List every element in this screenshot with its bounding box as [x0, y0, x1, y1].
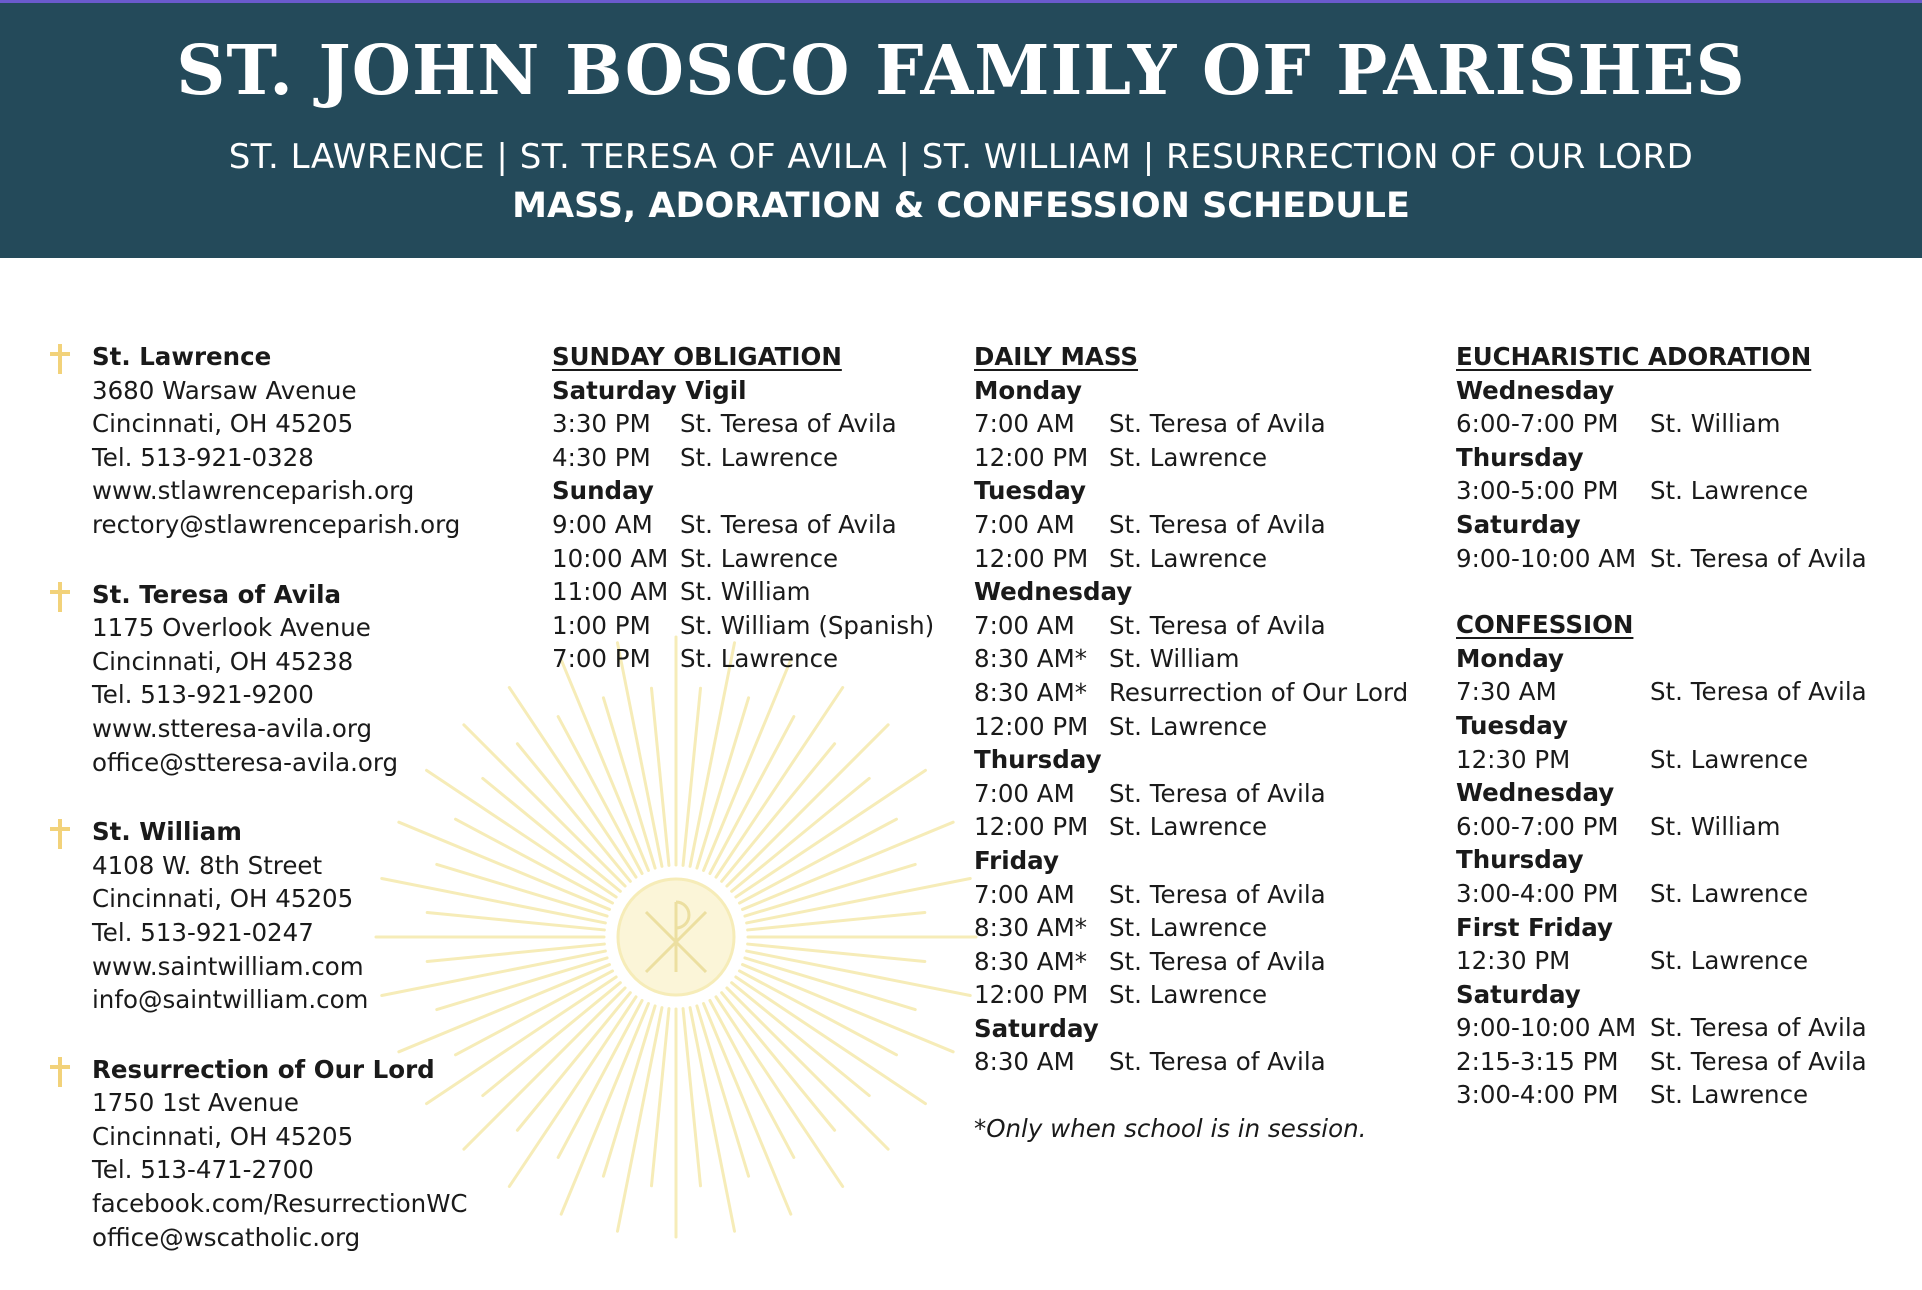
schedule-location: St. William (Spanish) — [680, 610, 935, 640]
day-label: Tuesday — [1456, 710, 1568, 740]
day-label: Thursday — [974, 745, 1102, 775]
schedule-row — [552, 542, 934, 576]
sunburst-ray — [617, 1008, 661, 1232]
schedule-time: 7:00 AM — [974, 610, 1075, 640]
parish-email[interactable]: office@stteresa-avila.org — [92, 747, 399, 777]
sunburst-ray — [509, 688, 636, 878]
parish-email[interactable]: rectory@stlawrenceparish.org — [92, 509, 461, 539]
sunburst-ray — [743, 822, 954, 909]
sunburst-ray — [736, 770, 926, 897]
schedule-location: St. William — [680, 577, 811, 607]
schedule-row — [552, 609, 934, 643]
parish-email[interactable]: info@saintwilliam.com — [92, 985, 369, 1015]
day-label: Saturday — [1456, 509, 1581, 539]
parish-address: 1175 Overlook Avenue — [92, 613, 371, 643]
schedule-row — [974, 777, 1408, 811]
sunburst-ray — [561, 1004, 648, 1215]
schedule-location: St. Lawrence — [1109, 442, 1268, 472]
schedule-location: Resurrection of Our Lord — [1109, 677, 1409, 707]
schedule-row — [552, 642, 934, 676]
schedule-time: 9:00 AM — [552, 509, 653, 539]
schedule-location: St. Lawrence — [1650, 744, 1809, 774]
schedule-row — [1456, 1011, 1867, 1045]
schedule-row — [1456, 1078, 1867, 1112]
cross-icon — [46, 342, 74, 376]
sunburst-ray — [748, 944, 925, 961]
day-label: Friday — [974, 845, 1059, 875]
sunburst-ray — [736, 977, 926, 1104]
schedule-location: St. William — [1109, 644, 1240, 674]
schedule-row — [974, 508, 1408, 542]
schedule-location: St. Teresa of Avila — [1650, 677, 1867, 707]
sunburst-ray — [727, 725, 888, 886]
sunburst-ray — [727, 988, 888, 1149]
sunburst-ray — [747, 951, 971, 995]
sunburst-ray — [509, 997, 636, 1187]
schedule-row — [974, 676, 1408, 710]
schedule-time: 7:00 AM — [974, 509, 1075, 539]
schedule-row — [974, 407, 1408, 441]
parish-address: 1750 1st Avenue — [92, 1088, 299, 1118]
sunburst-ray — [690, 1008, 734, 1232]
sunburst-ray — [651, 688, 668, 865]
daily-mass-section — [974, 340, 1408, 1146]
parish-city: Cincinnati, OH 45205 — [92, 884, 354, 914]
parish-website[interactable]: www.saintwilliam.com — [92, 951, 364, 981]
sunburst-ray — [617, 643, 661, 867]
schedule-location: St. Lawrence — [1650, 946, 1809, 976]
schedule-time: 12:00 PM — [974, 711, 1089, 741]
confession-title: CONFESSION — [1456, 610, 1634, 640]
schedule-location: St. Lawrence — [680, 543, 839, 573]
day-label: Monday — [974, 375, 1082, 405]
cross-icon — [46, 1055, 74, 1089]
day-label: Wednesday — [974, 577, 1133, 607]
sunburst-ray — [690, 643, 734, 867]
parish-name: St. Lawrence — [92, 342, 272, 371]
schedule-time: 12:00 PM — [974, 980, 1089, 1010]
schedule-time: 3:00-5:00 PM — [1456, 476, 1619, 506]
sunburst-ray — [683, 1009, 700, 1186]
parish-phone: Tel. 513-921-0328 — [92, 442, 314, 472]
schedule-row — [1456, 1045, 1867, 1079]
cross-icon — [46, 817, 74, 851]
schedule-time: 8:30 AM* — [974, 946, 1087, 976]
schedule-location: St. Teresa of Avila — [1109, 409, 1326, 439]
parish-city: Cincinnati, OH 45205 — [92, 409, 354, 439]
parish-website[interactable]: facebook.com/ResurrectionWC — [92, 1189, 468, 1219]
parish-name: Resurrection of Our Lord — [92, 1054, 435, 1084]
sunburst-ray — [561, 660, 648, 871]
schedule-location: St. Teresa of Avila — [680, 409, 897, 439]
schedule-time: 12:00 PM — [974, 442, 1089, 472]
schedule-time: 12:30 PM — [1456, 744, 1571, 774]
schedule-location: St. Lawrence — [1650, 1080, 1809, 1110]
parish-address: 4108 W. 8th Street — [92, 850, 323, 880]
parish-name: St. Teresa of Avila — [92, 579, 342, 609]
schedule-time: 7:00 PM — [552, 644, 651, 674]
schedule-location: St. Teresa of Avila — [1650, 543, 1867, 573]
day-label: First Friday — [1456, 912, 1613, 942]
schedule-time: 1:00 PM — [552, 610, 651, 640]
schedule-time: 10:00 AM — [552, 543, 669, 573]
day-label: Saturday Vigil — [552, 375, 747, 405]
schedule-time: 8:30 AM* — [974, 644, 1087, 674]
schedule-location: St. Lawrence — [1650, 878, 1809, 908]
schedule-time: 12:00 PM — [974, 812, 1089, 842]
parish-website[interactable]: www.stlawrenceparish.org — [92, 476, 415, 506]
schedule-row — [974, 945, 1408, 979]
schedule-location: St. Lawrence — [1109, 913, 1268, 943]
schedule-row — [974, 911, 1408, 945]
schedule-time: 12:30 PM — [1456, 946, 1571, 976]
schedule-time: 12:00 PM — [974, 543, 1089, 573]
schedule-row — [974, 878, 1408, 912]
adoration-confession-section — [1456, 340, 1867, 1112]
schedule-time: 6:00-7:00 PM — [1456, 409, 1619, 439]
sunburst-ray — [743, 965, 954, 1052]
schedule-row — [974, 542, 1408, 576]
sunday-obligation-title: SUNDAY OBLIGATION — [552, 342, 842, 371]
day-label: Saturday — [974, 1013, 1099, 1043]
parish-email[interactable]: office@wscatholic.org — [92, 1222, 361, 1252]
parish-phone: Tel. 513-921-9200 — [92, 680, 314, 710]
sunburst-ray — [716, 688, 843, 878]
schedule-row — [1456, 743, 1867, 777]
schedule-location: St. William — [1650, 811, 1781, 841]
schedule-row — [1456, 407, 1867, 441]
parish-entry — [92, 815, 468, 1017]
day-label: Tuesday — [974, 476, 1086, 506]
schedule-location: St. Lawrence — [1109, 711, 1268, 741]
schedule-row — [974, 642, 1408, 676]
cross-icon — [46, 580, 74, 614]
parish-entry — [92, 578, 468, 780]
schedule-time: 6:00-7:00 PM — [1456, 811, 1619, 841]
schedule-location: St. Lawrence — [1109, 812, 1268, 842]
schedule-time: 3:00-4:00 PM — [1456, 878, 1619, 908]
schedule-location: St. Teresa of Avila — [1109, 879, 1326, 909]
schedule-row — [552, 441, 934, 475]
schedule-row — [974, 441, 1408, 475]
schedule-row — [552, 575, 934, 609]
parish-phone: Tel. 513-471-2700 — [92, 1155, 314, 1185]
sunburst-ray — [716, 997, 843, 1187]
schedule-heading: MASS, ADORATION & CONFESSION SCHEDULE — [512, 186, 1410, 226]
schedule-row — [1456, 675, 1867, 709]
schedule-row — [974, 810, 1408, 844]
page-title: ST. JOHN BOSCO FAMILY OF PARISHES — [176, 31, 1746, 111]
sunburst-ray — [683, 688, 700, 865]
header-banner — [0, 0, 1922, 258]
schedule-location: St. Lawrence — [680, 442, 839, 472]
day-label: Monday — [1456, 643, 1564, 673]
day-label: Wednesday — [1456, 375, 1615, 405]
schedule-location: St. Lawrence — [1650, 476, 1809, 506]
schedule-time: 3:30 PM — [552, 409, 651, 439]
sunburst-ray — [464, 725, 625, 886]
schedule-location: St. Teresa of Avila — [1650, 1046, 1867, 1076]
schedule-location: St. Lawrence — [1109, 543, 1268, 573]
sunburst-ray — [704, 660, 791, 871]
schedule-location: St. Teresa of Avila — [1109, 610, 1326, 640]
schedule-location: St. William — [1650, 409, 1781, 439]
schedule-location: St. Teresa of Avila — [680, 509, 897, 539]
parish-website[interactable]: www.stteresa-avila.org — [92, 713, 373, 743]
schedule-location: St. Lawrence — [1109, 980, 1268, 1010]
parish-address: 3680 Warsaw Avenue — [92, 375, 357, 405]
daily-mass-title: DAILY MASS — [974, 342, 1139, 371]
schedule-row — [1456, 542, 1867, 576]
schedule-row — [1456, 944, 1867, 978]
school-session-note: *Only when school is in session. — [974, 1114, 1367, 1144]
schedule-location: St. Teresa of Avila — [1109, 1047, 1326, 1077]
parish-directory — [92, 340, 468, 1290]
schedule-row — [1456, 810, 1867, 844]
schedule-row — [974, 1045, 1408, 1079]
schedule-time: 7:00 AM — [974, 778, 1075, 808]
day-label: Sunday — [552, 476, 654, 506]
schedule-location: St. Teresa of Avila — [1650, 1013, 1867, 1043]
schedule-time: 9:00-10:00 AM — [1456, 1013, 1637, 1043]
schedule-location: St. Teresa of Avila — [1109, 946, 1326, 976]
schedule-time: 8:30 AM — [974, 1047, 1075, 1077]
schedule-location: St. Lawrence — [680, 644, 839, 674]
schedule-row — [974, 710, 1408, 744]
schedule-time: 8:30 AM* — [974, 677, 1087, 707]
day-label: Thursday — [1456, 442, 1584, 472]
schedule-time: 8:30 AM* — [974, 913, 1087, 943]
parish-phone: Tel. 513-921-0247 — [92, 917, 314, 947]
schedule-time: 4:30 PM — [552, 442, 651, 472]
schedule-time: 2:15-3:15 PM — [1456, 1046, 1619, 1076]
sunburst-ray — [748, 912, 925, 929]
parish-city: Cincinnati, OH 45205 — [92, 1121, 354, 1151]
schedule-time: 7:00 AM — [974, 879, 1075, 909]
schedule-row — [1456, 474, 1867, 508]
eucharistic-adoration-title: EUCHARISTIC ADORATION — [1456, 342, 1812, 371]
schedule-location: St. Teresa of Avila — [1109, 778, 1326, 808]
day-label: Wednesday — [1456, 778, 1615, 808]
schedule-row — [974, 609, 1408, 643]
parish-list-subtitle: ST. LAWRENCE | ST. TERESA OF AVILA | ST. WILLIAM | RESURRECTION OF OUR LORD — [228, 137, 1694, 177]
schedule-row — [974, 978, 1408, 1012]
schedule-row — [552, 508, 934, 542]
sunday-obligation-section — [552, 340, 934, 676]
schedule-row — [552, 407, 934, 441]
parish-name: St. William — [92, 817, 242, 847]
schedule-time: 7:30 AM — [1456, 677, 1557, 707]
sunburst-ray — [747, 878, 971, 922]
parish-entry — [92, 340, 468, 542]
sunburst-ray — [464, 988, 625, 1149]
parish-entry — [92, 1053, 468, 1255]
sunburst-ray — [704, 1004, 791, 1215]
schedule-location: St. Teresa of Avila — [1109, 509, 1326, 539]
day-label: Saturday — [1456, 979, 1581, 1009]
schedule-time: 7:00 AM — [974, 409, 1075, 439]
sunburst-ray — [651, 1009, 668, 1186]
parish-city: Cincinnati, OH 45238 — [92, 646, 354, 676]
schedule-time: 11:00 AM — [552, 577, 669, 607]
schedule-time: 3:00-4:00 PM — [1456, 1080, 1619, 1110]
schedule-row — [1456, 877, 1867, 911]
schedule-time: 9:00-10:00 AM — [1456, 543, 1637, 573]
day-label: Thursday — [1456, 845, 1584, 875]
